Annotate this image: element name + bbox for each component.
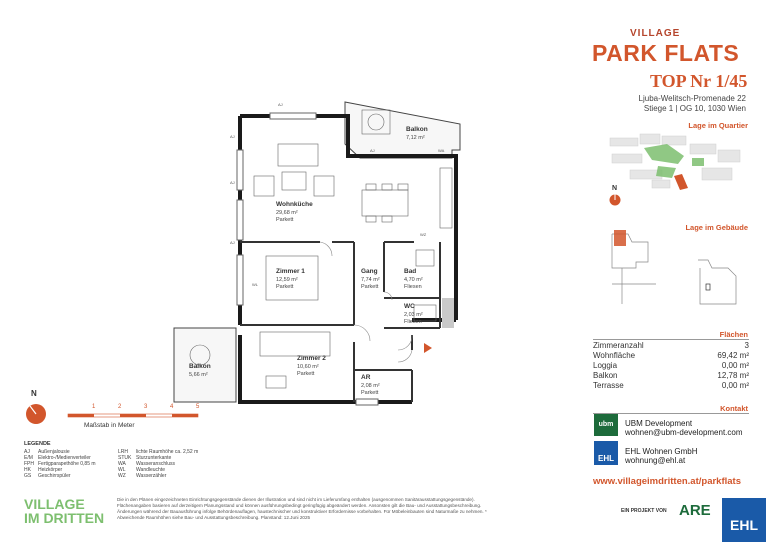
room-wc-area: 2,03 m² xyxy=(404,312,423,318)
legend-entry: FPH Fertigparapethöhe 0,85 m xyxy=(24,461,96,467)
north-label: N xyxy=(31,389,37,398)
room-ar-floor: Parkett xyxy=(361,390,379,396)
section-quarter-title: Lage im Quartier xyxy=(688,121,748,130)
quarter-map xyxy=(592,130,752,192)
contact-ubm-name: UBM Development xyxy=(625,419,693,428)
legend-title: LEGENDE xyxy=(24,441,51,447)
room-balkon-left-area: 5,66 m² xyxy=(189,372,208,378)
contact-ehl-name: EHL Wohnen GmbH xyxy=(625,447,698,456)
room-zimmer2-area: 10,60 m² xyxy=(297,364,319,370)
area-label: Wohnfläche xyxy=(593,351,636,360)
room-balkon-top-area: 7,12 m² xyxy=(406,135,425,141)
plan-label-aj: AJ xyxy=(278,102,283,107)
room-bad-area: 4,70 m² xyxy=(404,277,423,283)
address xyxy=(626,94,746,114)
village-logo xyxy=(24,497,104,525)
plan-label-wa: WA xyxy=(438,148,445,153)
room-bad-name: Bad xyxy=(404,268,417,275)
area-value: 3 xyxy=(744,341,749,350)
quarter-north-label: N xyxy=(612,185,618,192)
legend-entry: HK Heizkörper xyxy=(24,467,63,473)
room-zimmer1-name: Zimmer 1 xyxy=(276,268,305,275)
contact-ubm-email[interactable]: wohnen@ubm-development.com xyxy=(625,428,743,437)
room-ar-name: AR xyxy=(361,374,371,381)
area-row-terrace xyxy=(593,381,749,391)
legend-right xyxy=(118,449,198,479)
area-row-loggia xyxy=(593,361,749,371)
scale-tick-2: 2 xyxy=(118,404,122,410)
room-gang-area: 7,74 m² xyxy=(361,277,380,283)
brand-park-flats: PARK FLATS xyxy=(592,40,740,66)
room-wohnkueche-name: Wohnküche xyxy=(276,201,313,208)
plan-label-aj: AJ xyxy=(230,134,235,139)
section-areas-title: Flächen xyxy=(719,330,748,339)
scale-tick-3: 3 xyxy=(144,404,148,410)
area-value: 0,00 m² xyxy=(721,381,749,390)
svg-text:ARE: ARE xyxy=(679,502,711,519)
plan-label-aj: AJ xyxy=(370,148,375,153)
north-compass-icon xyxy=(24,402,48,426)
legend-entry: WZ Wasserzähler xyxy=(118,473,167,479)
building-location-diagram xyxy=(608,228,758,308)
area-row-balcony xyxy=(593,371,749,381)
scale-tick-4: 4 xyxy=(170,404,174,410)
scale-tick-1: 1 xyxy=(92,404,96,410)
room-zimmer2-name: Zimmer 2 xyxy=(297,355,326,362)
website-link[interactable]: www.villageimdritten.at/parkflats xyxy=(593,476,741,487)
room-zimmer1-area: 12,59 m² xyxy=(276,277,298,283)
areas-divider xyxy=(593,339,749,340)
legend-entry: LRH lichte Raumhöhe ca. 2,52 m xyxy=(118,449,199,455)
legend-entry: E/M Elektro-/Medienverteiler xyxy=(24,455,91,461)
room-zimmer2-floor: Parkett xyxy=(297,371,315,377)
area-label: Terrasse xyxy=(593,381,624,390)
area-row-rooms xyxy=(593,341,749,351)
ehl-footer-logo: EHL xyxy=(722,498,766,542)
building-marker xyxy=(674,174,688,190)
area-label: Balkon xyxy=(593,371,618,380)
village-logo-line2: IM DRITTEN xyxy=(24,510,105,526)
entrance-arrow-icon xyxy=(424,343,432,353)
room-ar-area: 2,08 m² xyxy=(361,383,380,389)
scale-caption: Maßstab in Meter xyxy=(84,422,135,429)
room-gang-name: Gang xyxy=(361,268,378,275)
section-building-title: Lage im Gebäude xyxy=(685,223,748,232)
project-by-label: EIN PROJEKT VON xyxy=(621,508,667,514)
legend-entry: STUK Sturzunterkante xyxy=(118,455,172,461)
plan-label-wz: WZ xyxy=(420,232,427,237)
exterior-walls xyxy=(240,116,456,402)
scale-tick-5: 5 xyxy=(196,404,200,410)
legend-entry: WL Wandleuchte xyxy=(118,467,165,473)
village-logo-line1: VILLAGE xyxy=(24,496,85,512)
contact-ehl-email[interactable]: wohnung@ehl.at xyxy=(625,456,686,465)
disclaimer-text: Die in den Plänen eingezeichneten Einrichtungsgegenstände dienen der Illustration und sind nicht im Lieferumfang enthalten (ausgenommen Sanitärausstattungsgegenstände). Flächenangaben basieren auf derzeitigem Planungsstand und können ausführungsbedingt geringfügig abgeändert werden. Ansonsten gilt die Bau- und Ausstattungsbeschreibung. Änderungen während der Bauausführung infolge Behördenauflagen, haustechnischer und konstruktiver Erfordernisse vorbehalten. Für Möbeleinbauten sind Naturmaße zu nehmen. * Abweichende Raumhöhen siehe Bau- und Ausstattungsbeschreibung. Planstand: 12.Juni 2025 xyxy=(117,497,487,520)
address-line-2: Stiege 1 | OG 10, 1030 Wien xyxy=(643,104,746,113)
plan-label-aj: AJ xyxy=(230,240,235,245)
legend-left xyxy=(24,449,96,479)
room-bad-floor: Fliesen xyxy=(404,284,422,290)
area-label: Loggia xyxy=(593,361,618,370)
plan-label-wl: WL xyxy=(252,282,258,287)
quarter-compass-icon xyxy=(608,193,622,207)
area-row-living xyxy=(593,351,749,361)
area-value: 69,42 m² xyxy=(717,351,749,360)
ubm-logo: ubm xyxy=(594,414,618,436)
brand-village: VILLAGE xyxy=(630,28,681,39)
unit-number: TOP Nr 1/45 xyxy=(650,71,748,91)
room-wohnkueche-area: 29,68 m² xyxy=(276,210,298,216)
legend-entry: AJ Außenjalousie xyxy=(24,449,70,455)
area-label: Zimmeranzahl xyxy=(593,341,644,350)
door-swings xyxy=(320,242,412,362)
shaft-fill xyxy=(442,298,454,328)
ehl-logo: EHL xyxy=(594,441,618,465)
room-balkon-top-name: Balkon xyxy=(406,126,428,133)
room-balkon-left-name: Balkon xyxy=(189,363,211,370)
room-wc-floor: Fliesen xyxy=(404,319,422,325)
plan-label-aj: AJ xyxy=(230,180,235,185)
legend-entry: WA Wasseranschluss xyxy=(118,461,175,467)
room-wohnkueche-floor: Parkett xyxy=(276,217,294,223)
section-contact-title: Kontakt xyxy=(720,404,748,413)
room-zimmer1-floor: Parkett xyxy=(276,284,294,290)
address-line-1: Ljuba-Welitsch-Promenade 22 xyxy=(638,94,746,103)
legend-entry: GS Geschirrspüler xyxy=(24,473,71,479)
area-value: 0,00 m² xyxy=(721,361,749,370)
area-value: 12,78 m² xyxy=(717,371,749,380)
room-wc-name: WC xyxy=(404,303,415,310)
are-logo-icon xyxy=(677,500,719,520)
room-gang-floor: Parkett xyxy=(361,284,379,290)
